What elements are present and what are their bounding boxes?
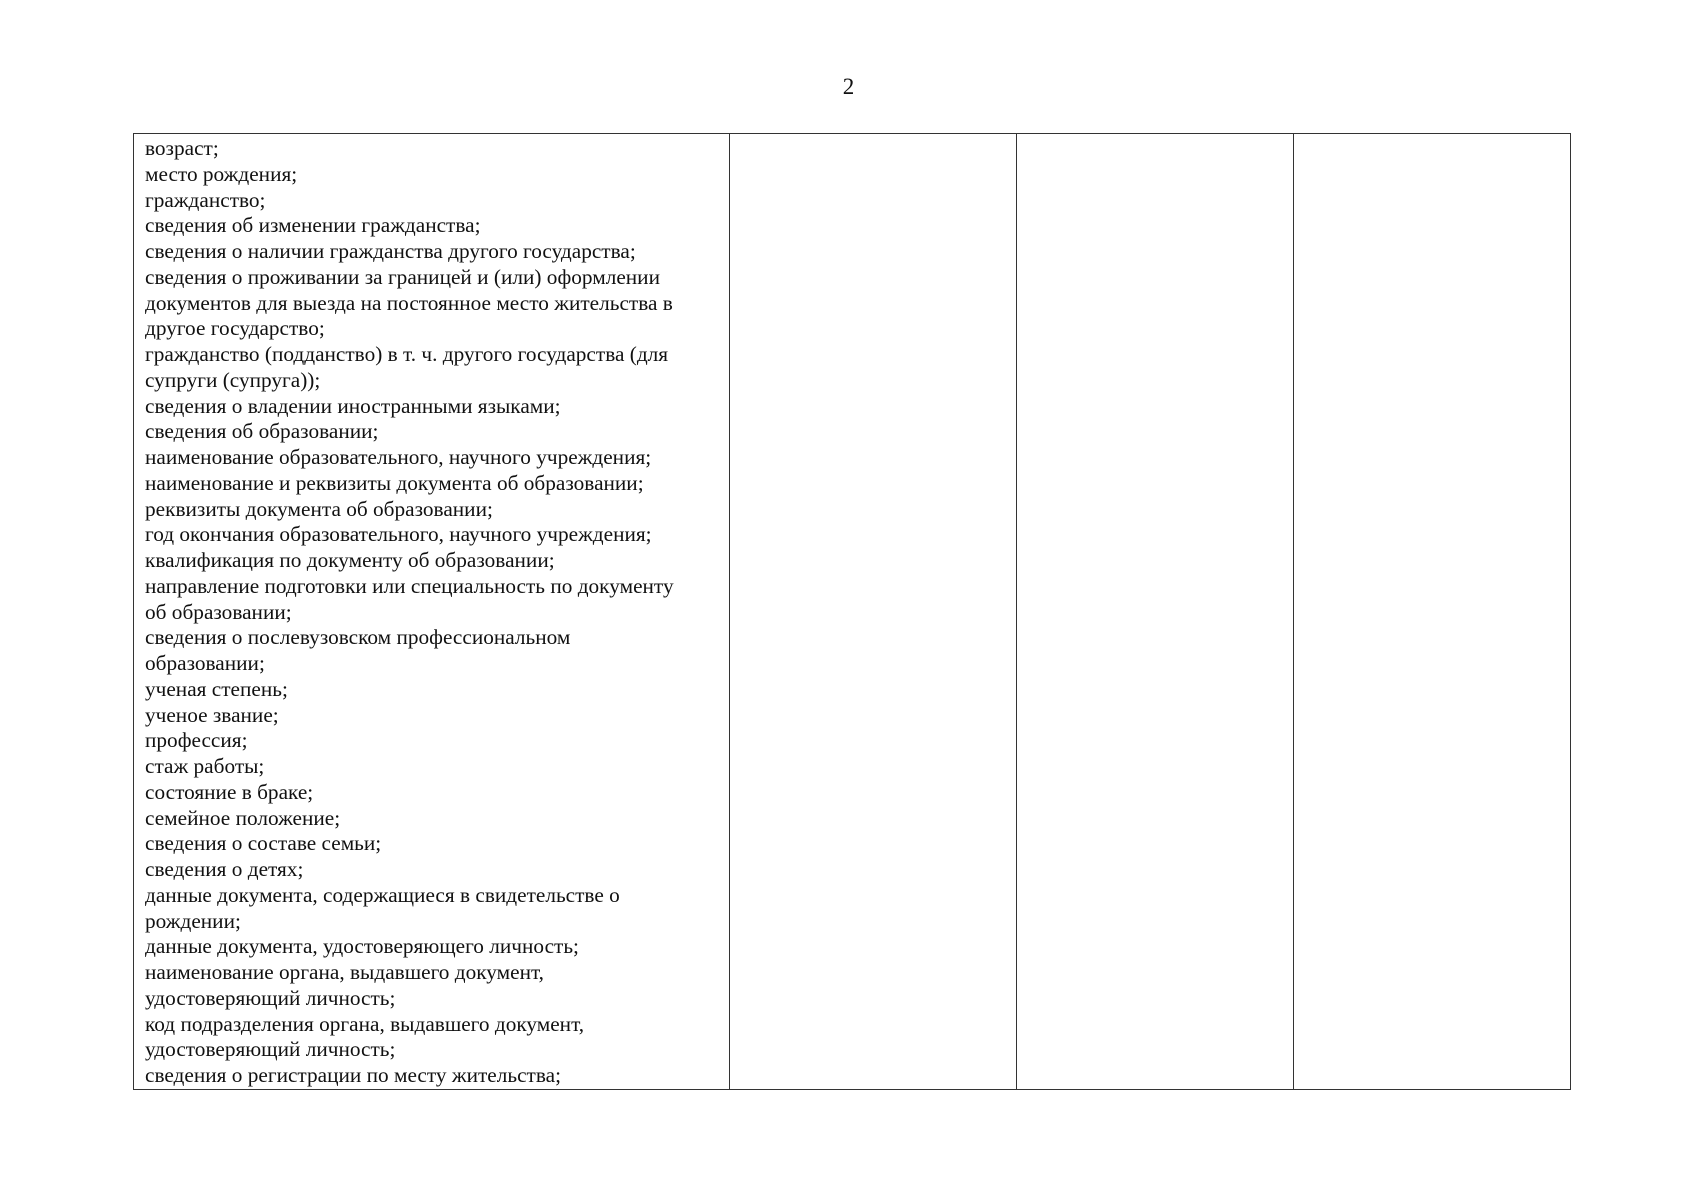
list-item: наименование органа, выдавшего документ,: [145, 960, 544, 984]
list-item: сведения о наличии гражданства другого государства;: [145, 239, 636, 263]
list-item: удостоверяющий личность;: [145, 1037, 396, 1062]
list-item: сведения о послевузовском профессиональном: [145, 625, 571, 650]
list-item: стаж работы;: [145, 754, 265, 778]
list-item: сведения о владении иностранными языками;: [145, 393, 561, 418]
list-item: об образовании;: [145, 599, 292, 624]
list-item: направление подготовки или специальность по документу: [145, 573, 674, 598]
list-item: гражданство;: [145, 187, 266, 212]
list-item: рождении;: [145, 908, 241, 933]
list-item: сведения о регистрации по месту жительства;: [145, 1063, 561, 1087]
table-cell-empty-2: [730, 134, 1017, 1090]
list-item: сведения об образовании;: [145, 419, 379, 444]
data-list: [134, 134, 729, 1089]
list-item: ученая степень;: [145, 676, 288, 701]
list-item: квалификация по документу об образовании;: [145, 548, 555, 572]
table-cell-empty-3: [1017, 134, 1294, 1090]
list-item: супруги (супруга));: [145, 367, 321, 392]
list-item: ученое звание;: [145, 702, 279, 727]
personal-data-table: [133, 133, 1571, 1090]
list-item: наименование и реквизиты документа об образовании;: [145, 470, 644, 495]
list-item: год окончания образовательного, научного учреждения;: [145, 522, 652, 547]
list-item: возраст;: [145, 136, 219, 160]
page-number: 2: [842, 74, 855, 99]
list-item: данные документа, содержащиеся в свидетельстве о: [145, 882, 620, 907]
list-item: профессия;: [145, 728, 248, 753]
list-item: наименование образовательного, научного учреждения;: [145, 445, 652, 469]
list-item: образовании;: [145, 651, 265, 675]
list-item: семейное положение;: [145, 805, 341, 830]
list-item: другое государство;: [145, 316, 325, 341]
table-row: [134, 134, 1571, 1090]
list-item: код подразделения органа, выдавшего документ,: [145, 1011, 585, 1036]
list-item: данные документа, удостоверяющего личность;: [145, 934, 579, 959]
list-item: документов для выезда на постоянное место жительства в: [145, 290, 673, 315]
list-item: гражданство (подданство) в т. ч. другого государства (для: [145, 342, 669, 366]
list-item: реквизиты документа об образовании;: [145, 496, 493, 521]
list-item: место рождения;: [145, 161, 298, 186]
list-item: удостоверяющий личность;: [145, 985, 396, 1010]
list-item: сведения об изменении гражданства;: [145, 213, 481, 238]
list-item: состояние в браке;: [145, 779, 314, 804]
table-cell-empty-4: [1294, 134, 1571, 1090]
list-item: сведения о детях;: [145, 857, 304, 881]
list-item: сведения о составе семьи;: [145, 831, 382, 856]
table-cell-data-list: [134, 134, 730, 1090]
list-item: сведения о проживании за границей и (или) оформлении: [145, 264, 660, 289]
